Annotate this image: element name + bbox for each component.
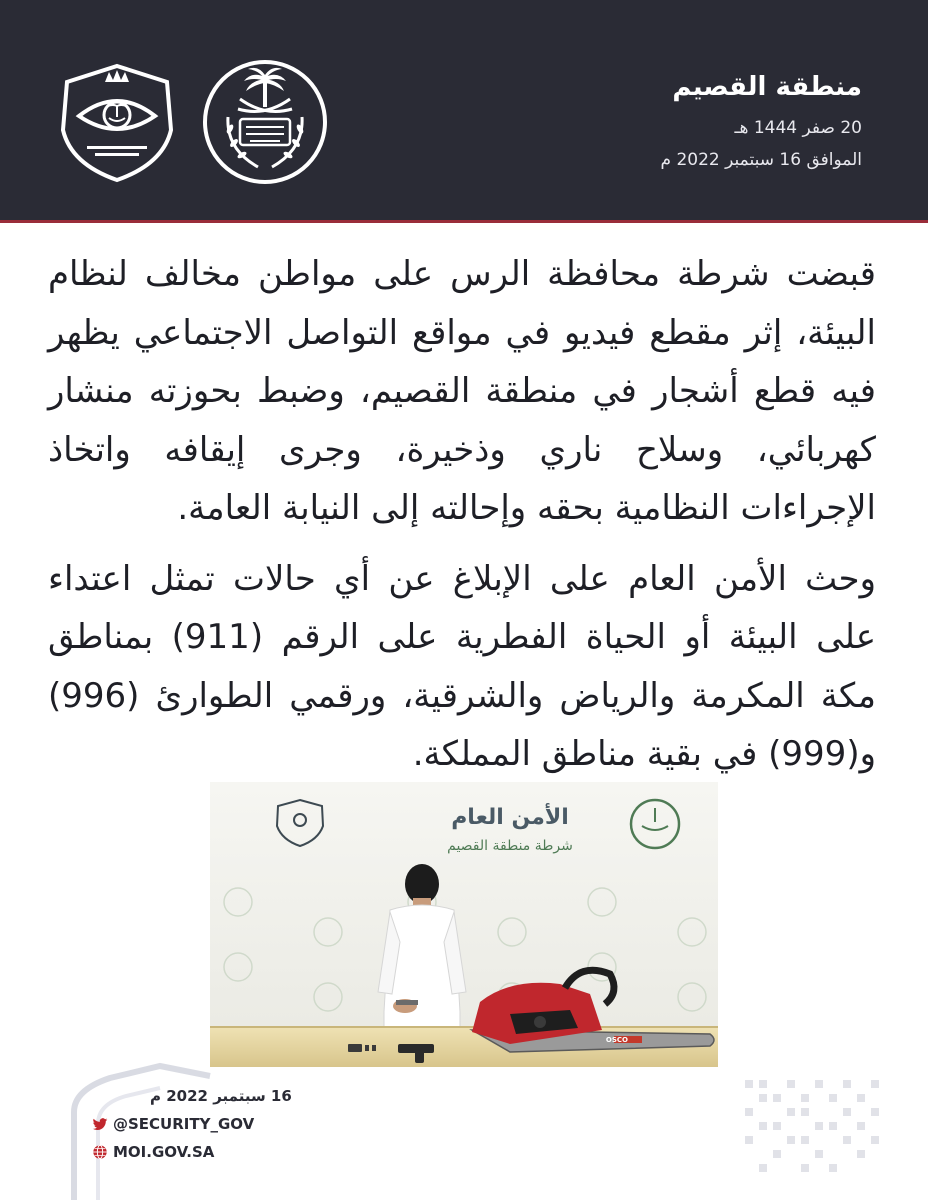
header-divider [0,220,928,223]
decorative-dot-pattern [745,1080,885,1175]
footer-twitter[interactable] [92,1110,292,1138]
region-title: منطقة القصيم [672,72,862,102]
news-body [48,245,876,784]
press-photo [210,782,718,1067]
footer-website[interactable] [92,1138,292,1166]
twitter-handle[interactable]: @SECURITY_GOV [113,1115,255,1133]
public-security-logo [55,60,180,185]
chainsaw-brand: OSCO [605,1036,628,1044]
footer [92,1082,292,1166]
ministry-emblem-logo [200,57,330,187]
website-link[interactable]: MOI.GOV.SA [113,1143,215,1161]
paragraph-arrest: قبضت شرطة محافظة الرس على مواطن مخالف لنظام البيئة، إثر مقطع فيديو في مواقع التواصل الاجتماعي يظهر فيه قطع أشجار في منطقة القصيم، وضبط بحوزته منشار كهربائي، وسلاح ناري وذخيرة، وجرى إيقافه واتخاذ الإجراءات النظامية بحقه وإحالته إلى النيابة العامة. [48,254,876,528]
header-banner [0,0,928,220]
globe-icon [92,1144,108,1160]
hijri-date: 20 صفر 1444 هـ [734,118,862,138]
banner-subtitle: شرطة منطقة القصيم [447,838,573,854]
twitter-icon [92,1116,108,1132]
news-photo [210,782,718,1067]
gregorian-date: الموافق 16 سبتمبر 2022 م [660,150,862,170]
footer-date: 16 سبتمبر 2022 م [150,1087,292,1105]
banner-title: الأمن العام [451,805,569,830]
paragraph-reporting: وحث الأمن العام على الإبلاغ عن أي حالات تمثل اعتداء على البيئة أو الحياة الفطرية على الرقم (911) بمناطق مكة المكرمة والرياض والشرقية، ورقمي الطوارئ (996) و(999) في بقية مناطق المملكة. [48,558,876,774]
